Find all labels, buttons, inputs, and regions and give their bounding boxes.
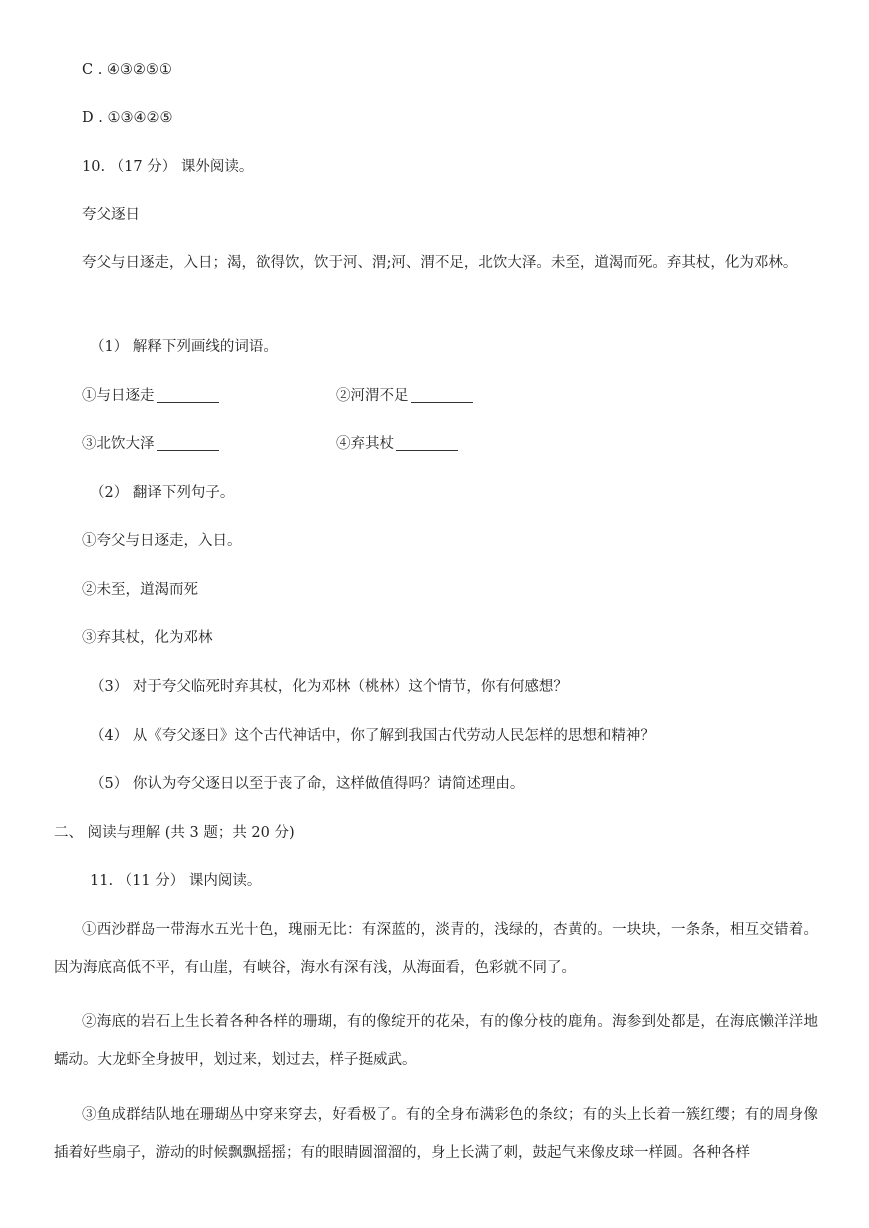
passage-text: 夸父与日逐走，入日；渴，欲得饮，饮于河、渭;河、渭不足，北饮大泽。未至，道渴而死。弃其杖，化为邓林。 bbox=[82, 255, 798, 271]
answer-blank[interactable] bbox=[157, 402, 219, 403]
sub-question-4: （4） 从《夸父逐日》这个古代神话中，你了解到我国古代劳动人民怎样的思想和精神？ bbox=[90, 728, 655, 744]
sub-question-1: （1） 解释下列画线的词语。 bbox=[90, 339, 278, 355]
word-item-3 bbox=[82, 434, 219, 454]
paragraph-2: ②海底的岩石上生长着各种各样的珊瑚，有的像绽开的花朵，有的像分枝的鹿角。海参到处都是，在海底懒洋洋地蠕动。大龙虾全身披甲，划过来，划过去，样子挺威武。 bbox=[54, 1014, 818, 1068]
sub-question-2: （2） 翻译下列句子。 bbox=[90, 485, 235, 501]
word-item-1-text: ①与日逐走 bbox=[82, 388, 155, 404]
paragraph-3: ③鱼成群结队地在珊瑚丛中穿来穿去，好看极了。有的全身布满彩色的条纹；有的头上长着一簇红缨；有的周身像插着好些扇子，游动的时候飘飘摇摇；有的眼睛圆溜溜的，身上长满了刺，鼓起气来像皮球一样圆。各种各样 bbox=[54, 1107, 818, 1161]
option-c: C . ④③②⑤① bbox=[82, 62, 172, 78]
sub-question-5: （5） 你认为夸父逐日以至于丧了命，这样做值得吗？请简述理由。 bbox=[90, 776, 525, 792]
word-item-3-text: ③北饮大泽 bbox=[82, 436, 155, 452]
word-item-2 bbox=[336, 386, 473, 406]
word-item-4-text: ④弃其杖 bbox=[336, 436, 394, 452]
passage-title: 夸父逐日 bbox=[82, 207, 140, 223]
sub-question-3: （3） 对于夸父临死时弃其杖，化为邓林（桃林）这个情节，你有何感想？ bbox=[90, 679, 568, 695]
sentence-1: ①夸父与日逐走，入日。 bbox=[82, 533, 242, 549]
answer-blank[interactable] bbox=[157, 450, 219, 451]
word-item-4 bbox=[336, 434, 458, 454]
word-item-1 bbox=[82, 386, 219, 406]
answer-blank[interactable] bbox=[396, 450, 458, 451]
question-11-heading: 11. （11 分） 课内阅读。 bbox=[90, 873, 262, 889]
question-10-heading: 10. （17 分） 课外阅读。 bbox=[82, 159, 254, 175]
section-2-heading: 二、 阅读与理解 (共 3 题；共 20 分) bbox=[54, 825, 295, 841]
answer-blank[interactable] bbox=[411, 402, 473, 403]
paragraph-1: ①西沙群岛一带海水五光十色，瑰丽无比：有深蓝的，淡青的，浅绿的，杏黄的。一块块，一条条，相互交错着。因为海底高低不平，有山崖，有峡谷，海水有深有浅，从海面看，色彩就不同了。 bbox=[54, 922, 818, 976]
sentence-2: ②未至，道渴而死 bbox=[82, 582, 198, 598]
sentence-3: ③弃其杖，化为邓林 bbox=[82, 630, 213, 646]
option-d: D . ①③④②⑤ bbox=[82, 110, 173, 126]
word-item-2-text: ②河渭不足 bbox=[336, 388, 409, 404]
